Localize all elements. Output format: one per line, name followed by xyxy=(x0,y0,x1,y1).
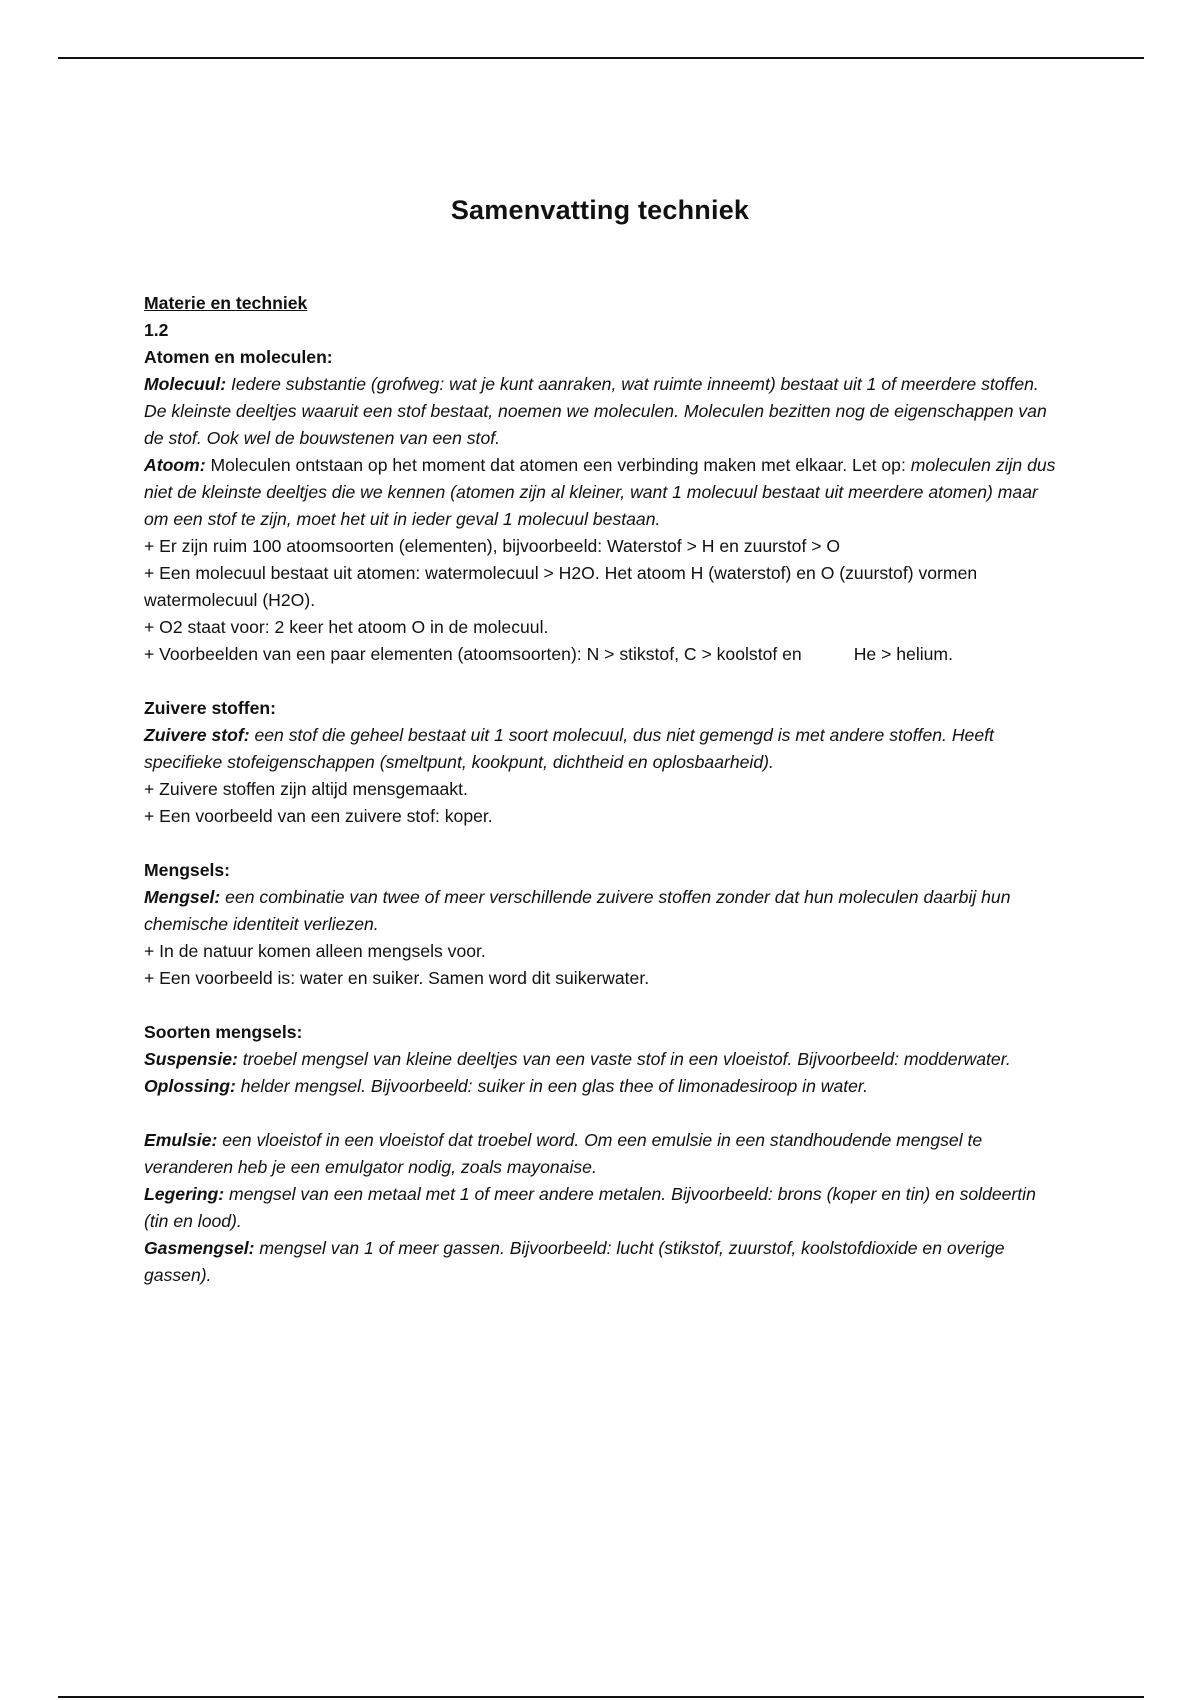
bullet-elementen-part2: He > helium. xyxy=(853,644,953,664)
definition-gasmengsel xyxy=(144,1235,1064,1289)
heading-atomen-moleculen: Atomen en moleculen: xyxy=(144,347,333,367)
text-zuivere-stof: een stof die geheel bestaat uit 1 soort molecuul, dus niet gemengd is met andere stoffen. Heeft specifieke stofeigenschappen (smeltpunt, kookpunt, dichtheid en oplosbaarheid). xyxy=(144,725,994,772)
definition-zuivere-stof xyxy=(144,722,1064,776)
text-gasmengsel: mengsel van 1 of meer gassen. Bijvoorbeeld: lucht (stikstof, zuurstof, koolstofdioxide en overige gassen). xyxy=(144,1238,1005,1285)
term-molecuul: Molecuul: xyxy=(144,374,227,394)
document-title: Samenvatting techniek xyxy=(450,195,750,225)
bullet-suikerwater: + Een voorbeeld is: water en suiker. Samen word dit suikerwater. xyxy=(144,968,650,988)
section-number: 1.2 xyxy=(144,320,169,340)
text-emulsie: een vloeistof in een vloeistof dat troebel word. Om een emulsie in een standhoudende mengsel te veranderen heb je een emulgator nodig, zoals mayonaise. xyxy=(144,1130,983,1177)
text-legering: mengsel van een metaal met 1 of meer andere metalen. Bijvoorbeeld: brons (koper en tin) en soldeertin (tin en lood). xyxy=(144,1184,1036,1231)
heading-zuivere-stoffen: Zuivere stoffen: xyxy=(144,698,276,718)
definition-emulsie xyxy=(144,1127,1064,1181)
bullet-elementen-part1: + Voorbeelden van een paar elementen (atoomsoorten): N > stikstof, C > koolstof en xyxy=(144,644,802,664)
term-gasmengsel: Gasmengsel: xyxy=(144,1238,255,1258)
bullet-koper: + Een voorbeeld van een zuivere stof: koper. xyxy=(144,806,493,826)
text-oplossing: helder mengsel. Bijvoorbeeld: suiker in een glas thee of limonadesiroop in water. xyxy=(235,1076,868,1096)
definition-molecuul xyxy=(144,371,1064,452)
term-emulsie: Emulsie: xyxy=(144,1130,218,1150)
chapter-heading: Materie en techniek xyxy=(144,293,308,313)
text-mengsel: een combinatie van twee of meer verschillende zuivere stoffen zonder dat hun moleculen daarbij hun chemische identiteit verliezen. xyxy=(144,887,1011,934)
definition-oplossing xyxy=(144,1073,1064,1100)
document-body xyxy=(144,290,1064,1289)
definition-legering xyxy=(144,1181,1064,1235)
term-zuivere-stof: Zuivere stof: xyxy=(144,725,250,745)
term-suspensie: Suspensie: xyxy=(144,1049,238,1069)
bullet-watermolecuul: + Een molecuul bestaat uit atomen: watermolecuul > H2O. Het atoom H (waterstof) en O (zuurstof) vormen watermolecuul (H2O). xyxy=(144,563,978,610)
text-suspensie: troebel mengsel van kleine deeltjes van een vaste stof in een vloeistof. Bijvoorbeeld: modderwater. xyxy=(237,1049,1011,1069)
term-atoom: Atoom: xyxy=(144,455,206,475)
bullet-natuur: + In de natuur komen alleen mengsels voor. xyxy=(144,941,486,961)
bullet-atoomsoorten: + Er zijn ruim 100 atoomsoorten (elementen), bijvoorbeeld: Waterstof > H en zuurstof > O xyxy=(144,536,841,556)
term-oplossing: Oplossing: xyxy=(144,1076,236,1096)
page-top-rule xyxy=(58,57,1144,59)
term-mengsel: Mengsel: xyxy=(144,887,221,907)
text-molecuul: Iedere substantie (grofweg: wat je kunt aanraken, wat ruimte inneemt) bestaat uit 1 of meerdere stoffen. De kleinste deeltjes waaruit een stof bestaat, noemen we moleculen. Moleculen bezitten nog de eigenschappen van de stof. Ook wel de bouwstenen van een stof. xyxy=(144,374,1047,448)
bullet-mensgemaakt: + Zuivere stoffen zijn altijd mensgemaakt. xyxy=(144,779,468,799)
definition-suspensie xyxy=(144,1046,1064,1073)
page-bottom-rule xyxy=(58,1696,1144,1698)
text-atoom-plain: Moleculen ontstaan op het moment dat atomen een verbinding maken met elkaar. Let op: xyxy=(205,455,906,475)
bullet-o2: + O2 staat voor: 2 keer het atoom O in de molecuul. xyxy=(144,617,549,637)
term-legering: Legering: xyxy=(144,1184,225,1204)
text-atoom-italic: moleculen zijn dus niet de kleinste deeltjes die we kennen (atomen zijn al kleiner, want 1 molecuul bestaat uit meerdere atomen) maar om een stof te zijn, moet het uit in ieder geval 1 molecuul bestaan. xyxy=(144,455,1056,529)
heading-mengsels: Mengsels: xyxy=(144,860,231,880)
definition-mengsel xyxy=(144,884,1064,938)
heading-soorten-mengsels: Soorten mengsels: xyxy=(144,1022,303,1042)
bullet-elementen xyxy=(144,641,1064,668)
definition-atoom xyxy=(144,452,1064,533)
